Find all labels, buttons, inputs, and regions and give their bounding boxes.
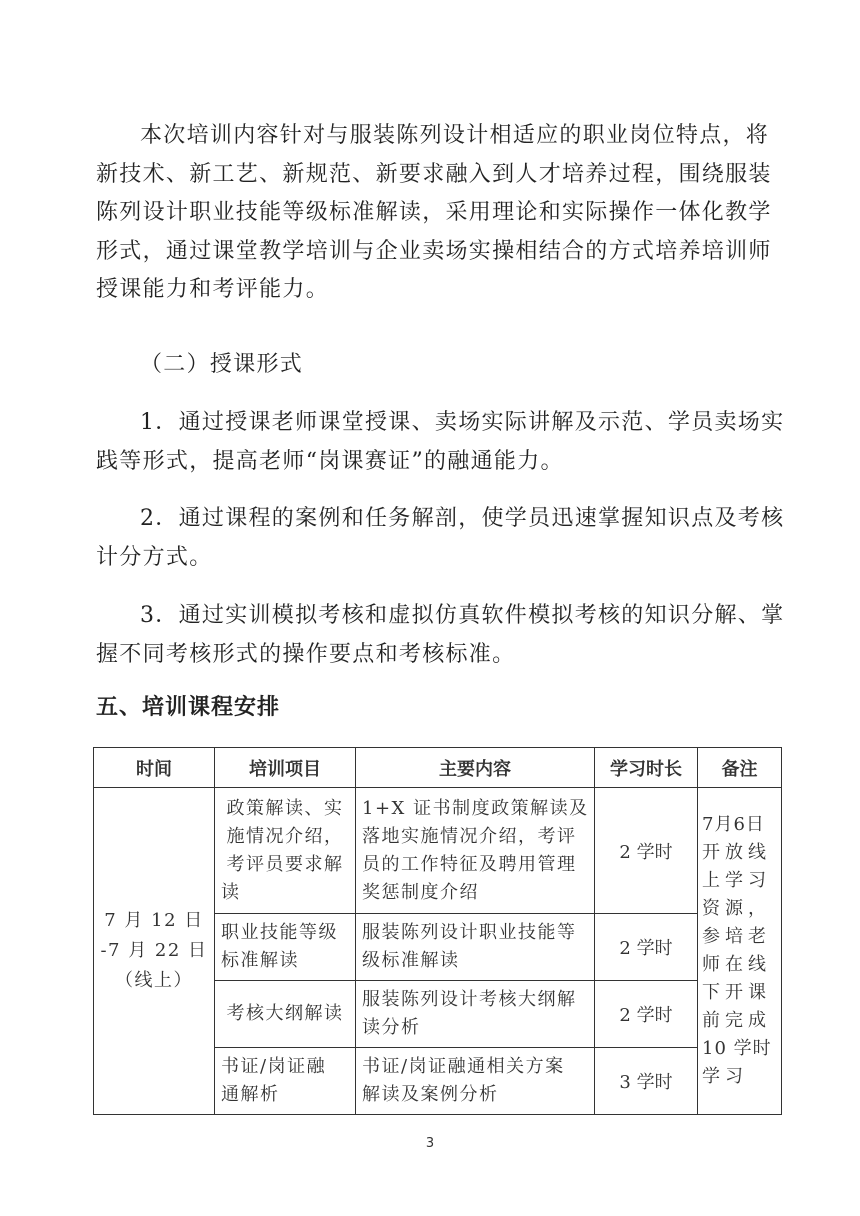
content-line: 员的工作特征及聘用管理 [362,853,577,875]
content-cell [356,788,595,914]
project-line: 书证/岗证融 [221,1056,327,1077]
note-line: 资源， [702,898,771,919]
item3-line: 3．通过实训模拟考核和虚拟仿真软件模拟考核的知识分解、掌 [140,603,785,628]
project-line: 读 [221,881,241,903]
subheading-text: （二）授课形式 [140,352,304,377]
item1-line: 践等形式，提高老师“岗课赛证”的融通能力。 [96,448,564,474]
project-line: 考评员要求解 [226,853,344,875]
hours-cell: 2 学时 [595,914,698,981]
project-line: 考核大纲解读 [226,1003,344,1024]
content-cell [356,1048,595,1115]
time-cell [94,788,215,1115]
subheading-teaching-form [96,346,776,385]
intro-paragraph [96,117,776,310]
page-number: 3 [425,1136,435,1151]
intro-line: 陈列设计职业技能等级标准解读，采用理论和实际操作一体化教学 [96,200,772,225]
content-cell [356,981,595,1048]
header-project: 培训项目 [215,748,356,788]
note-line: 参培老 [702,926,771,947]
header-content: 主要内容 [356,748,595,788]
time-line: 7 月 12 日 [104,910,204,931]
item2-line: 2．通过课程的案例和任务解剖，使学员迅速掌握知识点及考核 [140,506,785,531]
table-header-row [94,748,782,788]
note-line: 学习 [702,1066,748,1087]
list-item-3 [96,597,785,674]
content-line: 奖惩制度介绍 [362,881,479,903]
note-line: 10 学时 [702,1038,772,1059]
item3-line: 握不同考核形式的操作要点和考核标准。 [96,641,516,667]
project-cell [215,981,356,1048]
note-line: 上学习 [702,870,771,891]
note-line: 师在线 [702,954,771,975]
project-cell [215,914,356,981]
header-time: 时间 [94,748,215,788]
content-line: 读分析 [362,1017,421,1038]
item2-line: 计分方式。 [96,544,213,570]
header-hours: 学习时长 [595,748,698,788]
header-note: 备注 [698,748,782,788]
training-schedule-table [93,747,782,1115]
content-line: 服装陈列设计考核大纲解 [362,989,577,1010]
content-line: 落地实施情况介绍，考评 [362,825,577,847]
intro-line: 授课能力和考评能力。 [96,277,330,302]
content-line: 书证/岗证融通相关方案 [362,1056,565,1077]
note-line: 7月6日 [702,814,765,835]
content-line: 解读及案例分析 [362,1084,499,1105]
note-line: 开放线 [702,842,771,863]
hours-cell: 2 学时 [595,981,698,1048]
time-line: （线上） [115,970,193,991]
project-line: 施情况介绍， [226,825,344,847]
project-line: 标准解读 [221,950,299,971]
project-cell [215,788,356,914]
item1-line: 1．通过授课老师课堂授课、卖场实际讲解及示范、学员卖场实 [140,410,785,435]
project-line: 通解析 [221,1084,280,1105]
section-heading: 五、培训课程安排 [96,695,281,720]
note-cell [698,788,782,1115]
content-cell [356,914,595,981]
note-line: 下开课 [702,982,771,1003]
intro-line: 新技术、新工艺、新规范、新要求融入到人才培养过程，围绕服装 [96,161,772,187]
intro-line: 本次培训内容针对与服装陈列设计相适应的职业岗位特点，将 [140,123,770,148]
hours-cell: 2 学时 [595,788,698,914]
time-line: -7 月 22 日 [100,940,208,961]
project-line: 政策解读、实 [226,797,344,819]
list-item-2 [96,500,785,577]
content-line: 1+X 证书制度政策解读及 [362,797,589,819]
list-item-1 [96,404,785,481]
content-line: 级标准解读 [362,950,460,971]
table-row [94,788,782,914]
intro-line: 形式，通过课堂教学培训与企业卖场实操相结合的方式培养培训师 [96,238,772,264]
content-line: 服装陈列设计职业技能等 [362,922,577,943]
hours-cell: 3 学时 [595,1048,698,1115]
project-cell [215,1048,356,1115]
note-line: 前完成 [702,1010,771,1031]
project-line: 职业技能等级 [221,922,338,943]
